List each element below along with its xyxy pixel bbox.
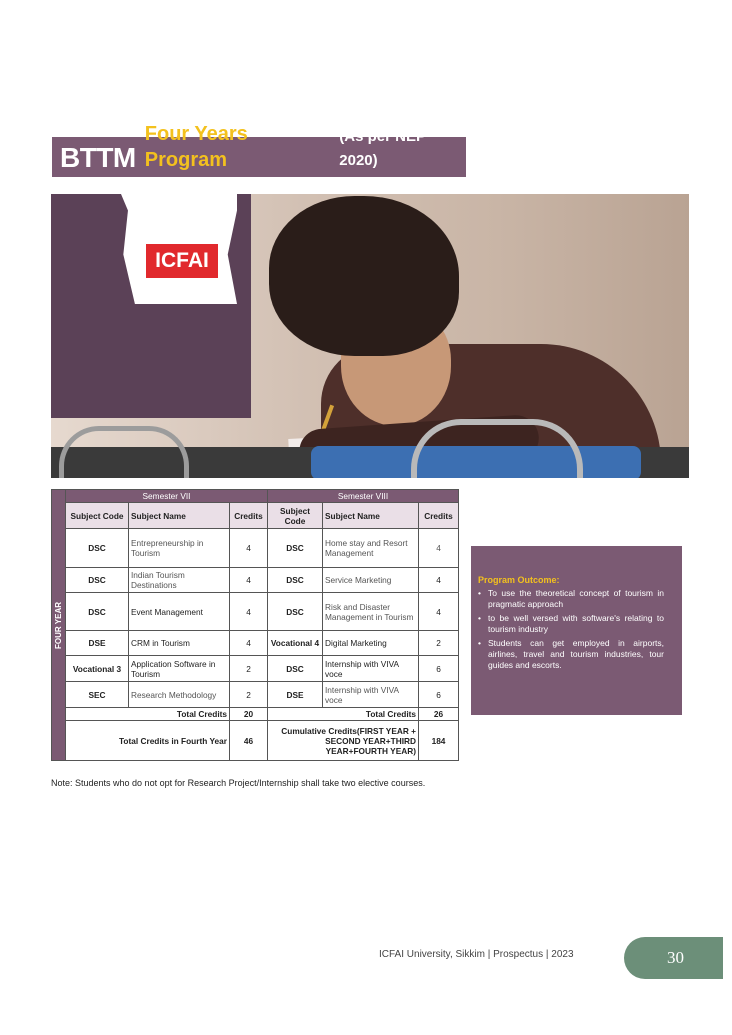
credits: 2 [230,682,268,708]
subject-name: Risk and Disaster Management in Tourism [323,593,419,631]
subject-name: Service Marketing [323,568,419,593]
photo-chair-right [411,419,583,478]
total-credits-label: Total Credits [66,708,230,721]
header-credits: Credits [419,503,459,529]
outcome-item: • to be well versed with software's relating to tourism industry [478,613,664,635]
table-row [52,593,459,631]
photo-student-hair [269,196,459,356]
title-program: Four Years Program [144,123,248,171]
title-bttm: BTTM [60,142,136,173]
header-subject-name: Subject Name [323,503,419,529]
subject-name: Indian Tourism Destinations [129,568,230,593]
table-row [52,529,459,568]
cumulative-label: Cumulative Credits(FIRST YEAR + SECOND YEAR+THIRD YEAR+FOURTH YEAR) [268,721,419,761]
subject-name: CRM in Tourism [129,631,230,656]
semester-vii-header: Semester VII [66,490,268,503]
credits: 4 [230,529,268,568]
subject-code: Vocational 3 [66,656,129,682]
outcome-item: • To use the theoretical concept of tourism in pragmatic approach [478,588,664,610]
title-banner [52,123,466,177]
subject-name: Application Software in Tourism [129,656,230,682]
four-year-label-cell [52,490,66,761]
subject-code: DSC [66,568,129,593]
subject-code: DSC [268,529,323,568]
program-outcome-box [471,546,682,715]
title-nep: (As per NEP 2020) [339,128,426,169]
header-subject-code: Subject Code [66,503,129,529]
subject-name: Internship with VIVA voce [323,682,419,708]
credits: 4 [230,631,268,656]
header-subject-code: Subject Code [268,503,323,529]
credits: 4 [230,568,268,593]
total-credits-right: 26 [419,708,459,721]
subject-code: DSE [66,631,129,656]
subject-name: Research Methodology [129,682,230,708]
subject-code: DSC [66,529,129,568]
subject-name: Event Management [129,593,230,631]
table-row [52,656,459,682]
table-row [52,682,459,708]
credits: 2 [230,656,268,682]
icfai-logo: ICFAI [146,244,218,278]
table-row [52,568,459,593]
program-outcome-title: Program Outcome: [478,575,560,585]
credits: 4 [419,568,459,593]
fourth-year-label: Total Credits in Fourth Year [66,721,230,761]
credits: 4 [419,593,459,631]
fourth-year-value: 46 [230,721,268,761]
total-credits-row [52,708,459,721]
subject-code: DSC [268,656,323,682]
cumulative-value: 184 [419,721,459,761]
total-credits-label: Total Credits [268,708,419,721]
note-text: Note: Students who do not opt for Research Project/Internship shall take two elective courses. [51,778,426,788]
subject-name: Digital Marketing [323,631,419,656]
student-photo [51,194,689,478]
subject-code: SEC [66,682,129,708]
total-credits-left: 20 [230,708,268,721]
semester-viii-header: Semester VIII [268,490,459,503]
header-subject-name: Subject Name [129,503,230,529]
subject-code: DSC [66,593,129,631]
credits: 6 [419,682,459,708]
header-credits: Credits [230,503,268,529]
curriculum-table [51,489,459,761]
subject-name: Home stay and Resort Management [323,529,419,568]
outcome-item: • Students can get employed in airports, airlines, travel and tourism industries, tour guides and escorts. [478,638,664,671]
credits: 2 [419,631,459,656]
footer-text: ICFAI University, Sikkim | Prospectus | 2023 [379,949,574,960]
four-year-label: FOUR YEAR [53,601,63,649]
subject-code: DSE [268,682,323,708]
subject-code: DSC [268,568,323,593]
page-number: 30 [624,937,723,979]
subject-name: Internship with VIVA voce [323,656,419,682]
subject-code: Vocational 4 [268,631,323,656]
subject-code: DSC [268,593,323,631]
table-row [52,631,459,656]
logo-panel [51,194,251,418]
credits: 4 [230,593,268,631]
photo-chair-left [59,426,189,478]
credits: 4 [419,529,459,568]
subject-name: Entrepreneurship in Tourism [129,529,230,568]
cumulative-row [52,721,459,761]
credits: 6 [419,656,459,682]
